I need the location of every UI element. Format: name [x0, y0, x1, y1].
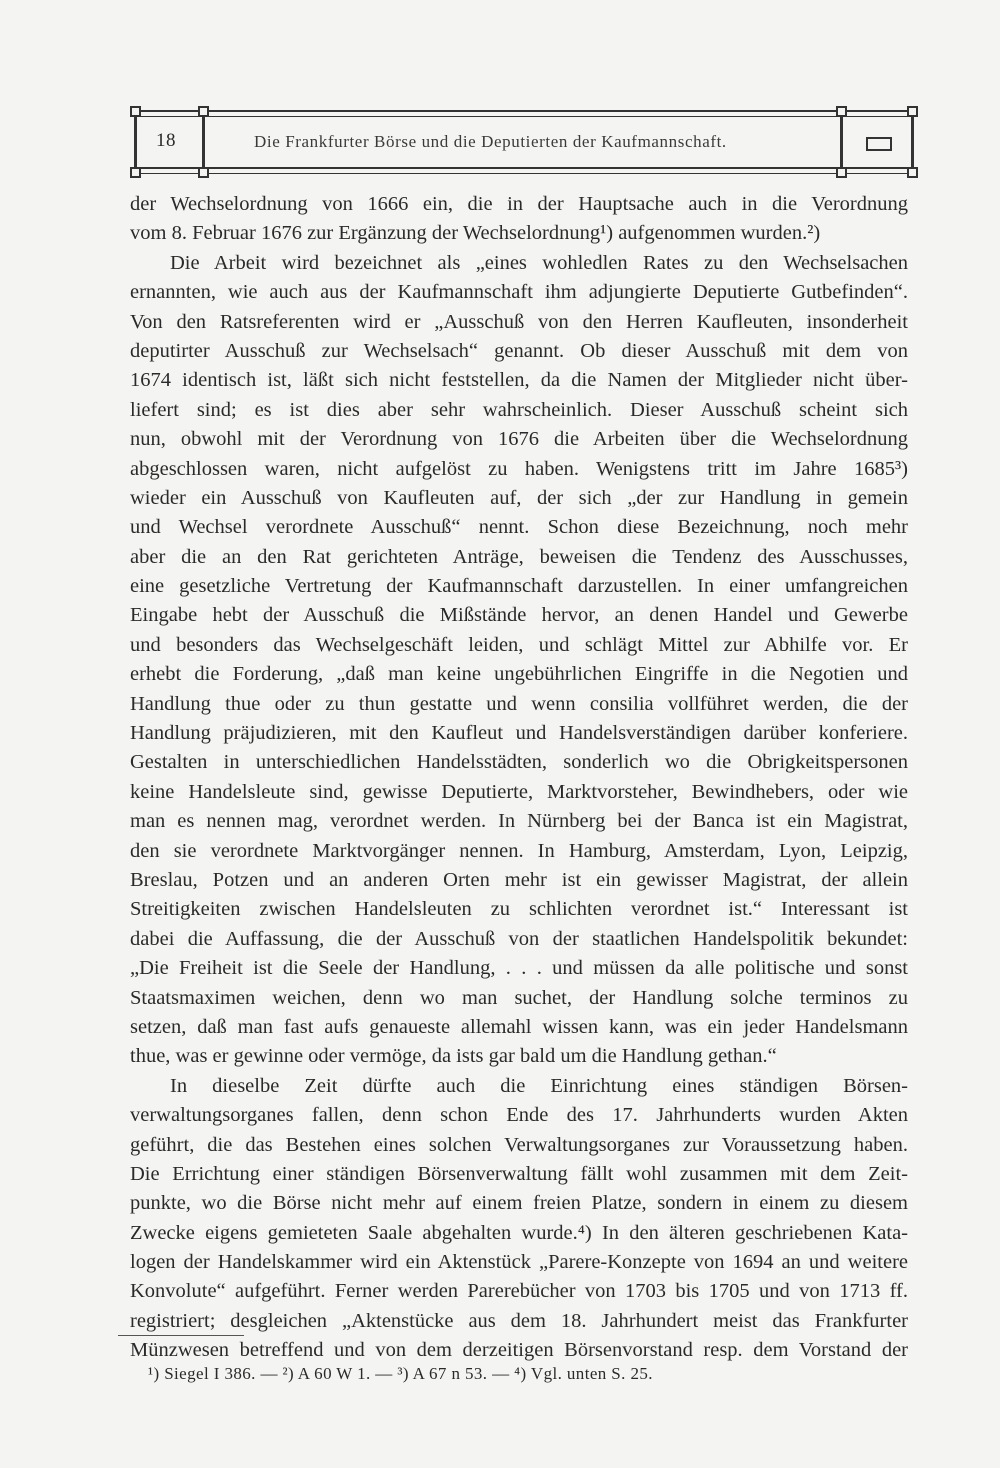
text-line: man es nennen mag, verordnet werden. In Nürnberg bei der Banca ist ein Magistrat,	[130, 810, 908, 833]
text-line: Münzwesen betreffend und von dem derzeitigen Börsenvorstand resp. dem Vorstand der	[130, 1339, 908, 1362]
frame-corner-ornament	[907, 167, 918, 178]
text-line: vom 8. Februar 1676 zur Ergänzung der Wechselordnung¹) aufgenommen wurden.²)	[130, 222, 821, 245]
text-line: punkte, wo die Börse nicht mehr auf einem freien Platze, sondern in einem zu diesem	[130, 1192, 908, 1215]
text-line: keine Handelsleute sind, gewisse Deputierte, Marktvorsteher, Bewindhebers, oder wie	[130, 780, 908, 803]
header-frame-post	[202, 110, 205, 174]
page-number: 18	[156, 130, 176, 151]
text-line: Eingabe hebt der Ausschuß die Mißstände hervor, an denen Handel und Gewerbe	[130, 604, 908, 627]
text-line: Streitigkeiten zwischen Handelsleuten zu schlichten verordnet ist.“ Interessant ist	[130, 898, 908, 921]
header-bottom-rule	[134, 167, 914, 174]
text-line: Zwecke eigens gemieteten Saale abgehalten wurde.⁴) In den älteren geschriebenen Kata-	[130, 1221, 908, 1244]
text-line: wieder ein Ausschuß von Kaufleuten auf, der sich „der zur Handlung in gemein	[130, 486, 908, 509]
text-line: thue, was er gewinne oder vermöge, da ists gar bald um die Handlung gethan.“	[130, 1045, 777, 1068]
text-line: „Die Freiheit ist die Seele der Handlung, . . . und müssen da alle politische und sonst	[130, 957, 908, 980]
page-header	[134, 110, 914, 174]
text-line: registriert; desgleichen „Aktenstücke aus dem 18. Jahrhundert meist das Frankfurter	[130, 1309, 908, 1332]
frame-corner-ornament	[198, 106, 209, 117]
text-line: deputirter Ausschuß zur Wechselsach“ genannt. Ob dieser Ausschuß mit dem von	[130, 339, 908, 362]
header-frame-post	[840, 110, 843, 174]
frame-corner-ornament	[836, 167, 847, 178]
body-text	[130, 190, 908, 1366]
text-line: verwaltungsorganes fallen, denn schon Ende des 17. Jahrhunderts wurden Akten	[130, 1104, 908, 1127]
header-box-ornament	[866, 137, 892, 151]
text-line: Gestalten in unterschiedlichen Handelsstädten, sonderlich wo die Obrigkeitspersonen	[130, 751, 908, 774]
text-line: dabei die Auffassung, die der Ausschuß von der staatlichen Handelspolitik bekundet:	[130, 927, 908, 950]
text-line: Handlung thue oder zu thun gestatte und wenn consilia vollführet werden, die der	[130, 692, 908, 715]
frame-corner-ornament	[130, 167, 141, 178]
text-line: eine gesetzliche Vertretung der Kaufmannschaft darzustellen. In einer umfangreichen	[130, 575, 908, 598]
header-frame-post	[911, 110, 914, 174]
running-title: Die Frankfurter Börse und die Deputierten der Kaufmannschaft.	[254, 132, 727, 151]
frame-corner-ornament	[836, 106, 847, 117]
text-line: abgeschlossen waren, nicht aufgelöst zu haben. Wenigstens tritt im Jahre 1685³)	[130, 457, 908, 480]
text-line: Die Arbeit wird bezeichnet als „eines wohledlen Rates zu den Wechselsachen	[170, 251, 908, 274]
text-line: Breslau, Potzen und an anderen Orten mehr ist ein gewisser Magistrat, der allein	[130, 868, 908, 891]
frame-corner-ornament	[907, 106, 918, 117]
text-line: ernannten, wie auch aus der Kaufmannschaft ihm adjungierte Deputierte Gutbefinden“.	[130, 281, 908, 304]
text-line: und besonders das Wechselgeschäft leiden, und schlägt Mittel zur Abhilfe vor. Er	[130, 633, 908, 656]
text-line: geführt, die das Bestehen eines solchen Verwaltungsorganes zur Voraussetzung haben.	[130, 1133, 908, 1156]
text-line: und Wechsel verordnete Ausschuß“ nennt. Schon diese Bezeichnung, noch mehr	[130, 516, 908, 539]
footnotes: ¹) Siegel I 386. — ²) A 60 W 1. — ³) A 67 n 53. — ⁴) Vgl. unten S. 25.	[148, 1364, 653, 1383]
text-line: aber die an den Rat gerichteten Anträge, beweisen die Tendenz des Ausschusses,	[130, 545, 908, 568]
header-top-rule	[134, 110, 914, 117]
frame-corner-ornament	[130, 106, 141, 117]
frame-corner-ornament	[198, 167, 209, 178]
text-line: Handlung präjudizieren, mit den Kaufleut und Handelsverständigen darüber konferiere.	[130, 722, 908, 745]
text-line: Von den Ratsreferenten wird er „Ausschuß von den Herren Kaufleuten, insonderheit	[130, 310, 908, 333]
text-line: der Wechselordnung von 1666 ein, die in der Hauptsache auch in die Verordnung	[130, 193, 908, 215]
text-line: den sie verordnete Marktvorgänger nennen. In Hamburg, Amsterdam, Lyon, Leipzig,	[130, 839, 908, 862]
text-line: 1674 identisch ist, läßt sich nicht feststellen, da die Namen der Mitglieder nicht über-	[130, 369, 908, 392]
text-line: liefert sind; es ist dies aber sehr wahrscheinlich. Dieser Ausschuß scheint sich	[130, 398, 908, 421]
text-line: Die Errichtung einer ständigen Börsenverwaltung fällt wohl zusammen mit dem Zeit-	[130, 1162, 908, 1185]
text-line: setzen, daß man fast aufs genaueste allemahl wissen kann, was ein jeder Handelsmann	[130, 1015, 908, 1038]
header-frame-post	[134, 110, 137, 174]
footnote-divider	[118, 1335, 244, 1336]
text-line: In dieselbe Zeit dürfte auch die Einrichtung eines ständigen Börsen-	[170, 1074, 908, 1097]
text-line: Konvolute“ aufgeführt. Ferner werden Parerebücher von 1703 bis 1705 und von 1713 ff.	[130, 1280, 908, 1303]
text-line: erhebt die Forderung, „daß man keine ungebührlichen Eingriffe in die Negotien und	[130, 663, 908, 686]
text-line: Staatsmaximen weichen, denn wo man suchet, der Handlung solche terminos zu	[130, 986, 908, 1009]
text-line: logen der Handelskammer wird ein Aktenstück „Parere-Konzepte von 1694 an und weitere	[130, 1251, 908, 1274]
text-line: nun, obwohl mit der Verordnung von 1676 die Arbeiten über die Wechselordnung	[130, 428, 908, 451]
